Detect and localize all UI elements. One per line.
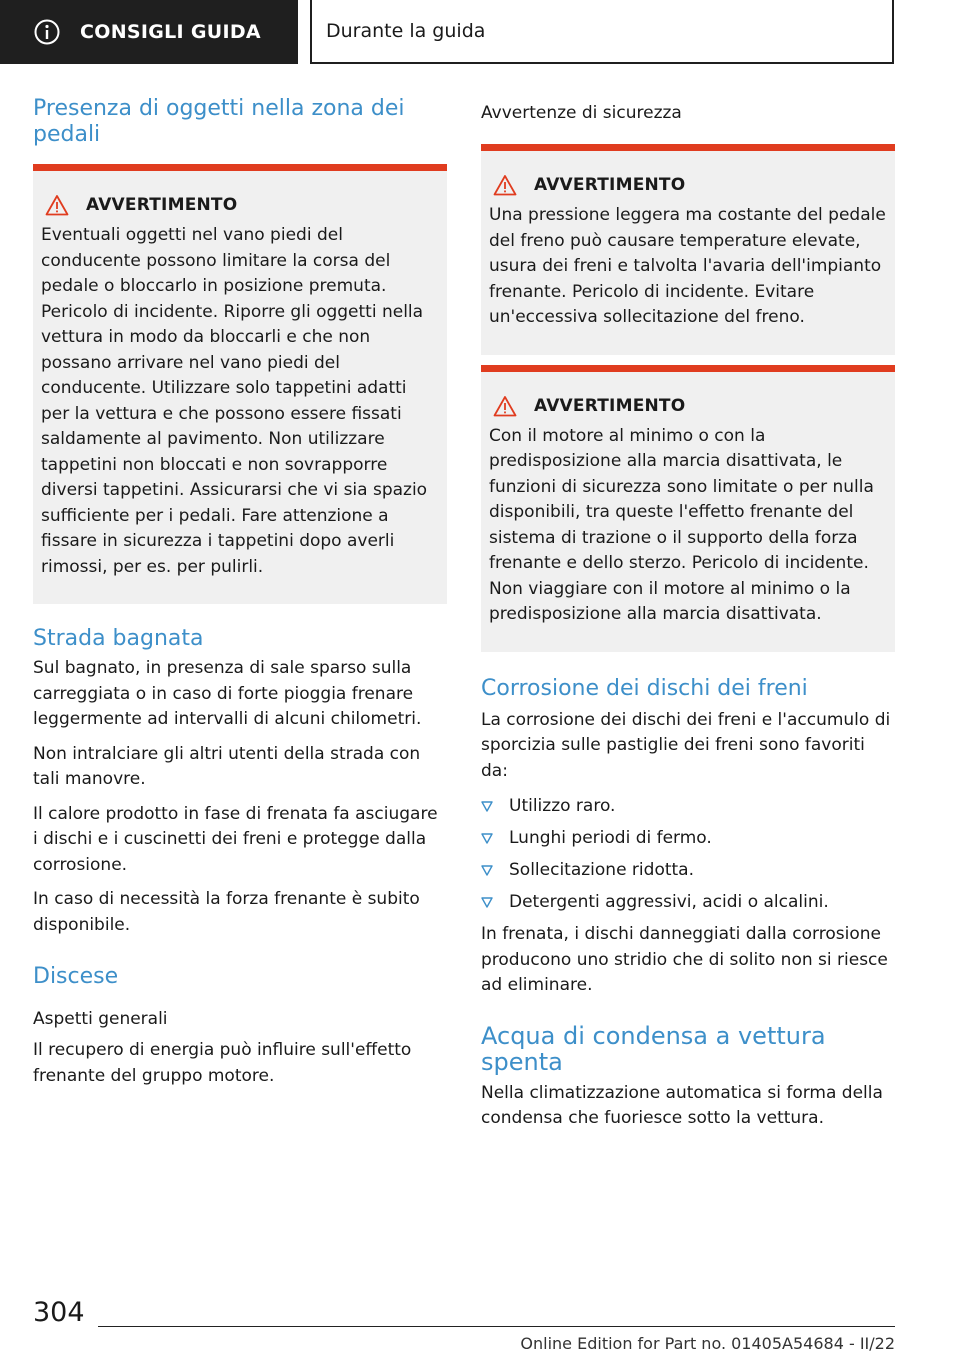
warning-box-freno <box>481 144 895 355</box>
warning-text: Una pressione leggera ma costante del pedale del freno può causare temperature elevate, usura dei freni e talvolta l'avaria dell'impianto frenante. Pericolo di incidente. Evitare un'eccessiva sollecitazione del freno. <box>489 205 886 327</box>
warning-triangle-icon <box>45 194 69 216</box>
paragraph: Nella climatizzazione automatica si forma della condensa che fuoriesce sotto la vettura. <box>481 1082 883 1128</box>
warning-box-pedali <box>33 164 447 604</box>
section-title-strada-bagnata: Strada bagnata <box>33 626 204 651</box>
footer-divider <box>98 1326 895 1327</box>
warning-box-motore <box>481 365 895 652</box>
paragraph: Il calore prodotto in fase di frenata fa asciugare i dischi e i cuscinetti dei freni e protegge dalla corrosione. <box>33 803 438 875</box>
section-title-condensa: Acqua di condensa a vettura spenta <box>481 1021 826 1076</box>
bullet-triangle-icon <box>481 833 493 844</box>
section-title-discese: Discese <box>33 964 119 989</box>
paragraph: Il recupero di energia può influire sull'effetto frenante del gruppo motore. <box>33 1040 412 1086</box>
section-tab-label: CONSIGLI GUIDA <box>80 21 261 43</box>
header-tab <box>0 0 298 64</box>
warning-triangle-icon <box>493 174 517 196</box>
section-title-pedali: Presenza di oggetti nella zona dei pedali <box>33 96 405 147</box>
page-number: 304 <box>33 1297 85 1328</box>
left-column <box>33 96 447 1089</box>
edition-info: Online Edition for Part no. 01405A54684 - II/22 <box>520 1334 895 1353</box>
paragraph: Sul bagnato, in presenza di sale sparso sulla carreggiata o in caso di forte pioggia frenare leggermente ad intervalli di alcuni chilometri. <box>33 658 422 729</box>
warning-text: Eventuali oggetti nel vano piedi del conducente possono limitare la corsa del pedale o bloccarlo in posizione premuta. Pericolo di incidente. Riporre gli oggetti nella vettura in modo da bloccarli e che non possano arrivare nel vano piedi del conducente. Utilizzare solo tappetini adatti per la vettura e che possono essere fissati saldamente al pavimento. Non utilizzare tappetini non bloccati e non sovrapporre diversi tappetini. Assicurarsi che vi sia spazio sufficiente per i pedali. Fare attenzione a fissare in sicurezza i tappetini dopo averli rimossi, per es. per pulirli. <box>41 225 428 577</box>
info-icon <box>34 19 60 45</box>
section-title-corrosione: Corrosione dei dischi dei freni <box>481 675 808 701</box>
list-item: Detergenti aggressivi, acidi o alcalini. <box>481 890 895 915</box>
bullet-list <box>481 794 895 915</box>
bullet-triangle-icon <box>481 801 493 812</box>
bullet-triangle-icon <box>481 897 493 908</box>
list-item: Utilizzo raro. <box>481 794 895 819</box>
breadcrumb <box>310 0 894 64</box>
right-column <box>481 96 895 1132</box>
warning-title: AVVERTIMENTO <box>86 195 238 215</box>
subheading: Avvertenze di sicurezza <box>481 103 682 123</box>
breadcrumb-label: Durante la guida <box>326 20 486 42</box>
paragraph: La corrosione dei dischi dei freni e l'accumulo di sporcizia sulle pastiglie dei freni sono favoriti da: <box>481 709 891 781</box>
paragraph: In caso di necessità la forza frenante è subito disponibile. <box>33 889 420 935</box>
bullet-triangle-icon <box>481 865 493 876</box>
list-item: Sollecitazione ridotta. <box>481 858 895 883</box>
list-item: Lunghi periodi di fermo. <box>481 826 895 851</box>
warning-text: Con il motore al minimo o con la predisposizione alla marcia disattivata, le funzioni di sicurezza sono limitate o per nulla disponibili, tra queste l'effetto frenante del sistema di trazione o il supporto della forza frenante e dello sterzo. Pericolo di incidente. Non viaggiare con il motore al minimo o la predisposizione alla marcia disattivata. <box>489 425 874 624</box>
subheading: Aspetti generali <box>33 1009 168 1029</box>
warning-title: AVVERTIMENTO <box>534 395 686 416</box>
warning-triangle-icon <box>493 395 517 417</box>
paragraph: In frenata, i dischi danneggiati dalla corrosione producono uno stridio che di solito non si riesce ad eliminare. <box>481 924 888 995</box>
paragraph: Non intralciare gli altri utenti della strada con tali manovre. <box>33 743 421 789</box>
warning-title: AVVERTIMENTO <box>534 175 686 195</box>
